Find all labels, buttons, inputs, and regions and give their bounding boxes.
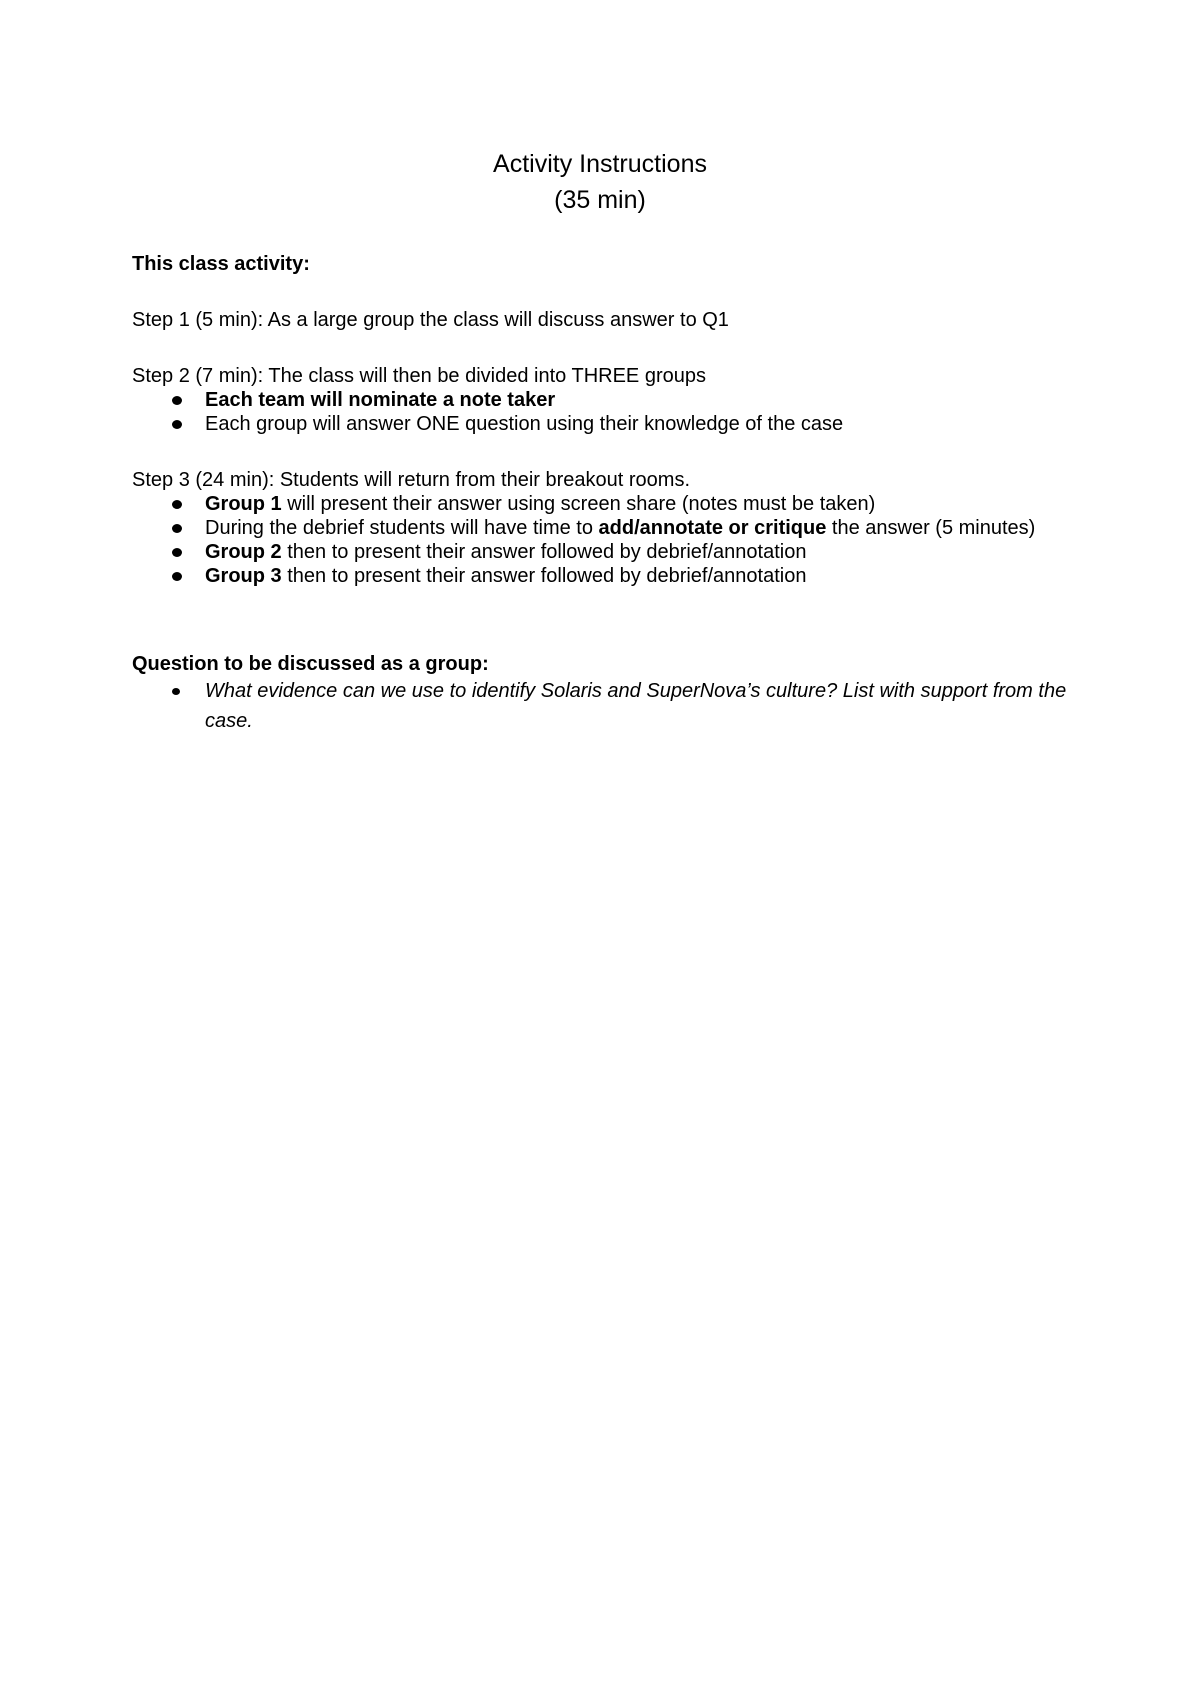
question-heading: Question to be discussed as a group: [132, 653, 489, 675]
list-item [132, 492, 1092, 516]
document-body [132, 252, 1092, 736]
bullet-icon [172, 688, 180, 695]
intro-heading: This class activity: [132, 253, 310, 275]
bullet-bold-text: Group 3 [205, 565, 282, 587]
list-item [132, 564, 1092, 588]
step-1: Step 1 (5 min): As a large group the class will discuss answer to Q1 [132, 309, 729, 331]
bullet-icon [172, 548, 182, 557]
bullet-text: then to present their answer followed by debrief/annotation [281, 541, 807, 563]
bullet-icon [172, 396, 182, 405]
bullet-text: will present their answer using screen share (notes must be taken) [281, 493, 876, 515]
bullet-bold-text: Group 1 [205, 493, 282, 515]
page-subtitle-duration: (35 min) [554, 186, 646, 214]
bullet-bold-text: Each team will nominate a note taker [205, 389, 556, 411]
bullet-bold-text: Group 2 [205, 541, 282, 563]
bullet-icon [172, 572, 182, 581]
bullet-icon [172, 524, 182, 533]
bullet-icon [172, 420, 182, 429]
bullet-text: then to present their answer followed by debrief/annotation [281, 565, 807, 587]
step-2-bullet-list [132, 388, 1092, 436]
bullet-text: During the debrief students will have time to [205, 517, 599, 539]
bullet-text: Each group will answer ONE question using their knowledge of the case [205, 413, 844, 435]
step-3-bullet-list [132, 492, 1092, 588]
step-2: Step 2 (7 min): The class will then be divided into THREE groups [132, 365, 706, 387]
bullet-icon [172, 500, 182, 509]
bullet-text: the answer (5 minutes) [826, 517, 1036, 539]
question-list [132, 676, 1092, 736]
step-3: Step 3 (24 min): Students will return from their breakout rooms. [132, 469, 691, 491]
list-item [132, 676, 1092, 736]
list-item [132, 388, 1092, 412]
bullet-bold-text: add/annotate or critique [598, 517, 827, 539]
list-item [132, 540, 1092, 564]
page-title: Activity Instructions [493, 150, 707, 178]
list-item [132, 516, 1092, 540]
list-item [132, 412, 1092, 436]
title-block [0, 146, 1200, 218]
discussion-question: What evidence can we use to identify Solaris and SuperNova’s culture? List with support from the case. [205, 680, 1067, 732]
